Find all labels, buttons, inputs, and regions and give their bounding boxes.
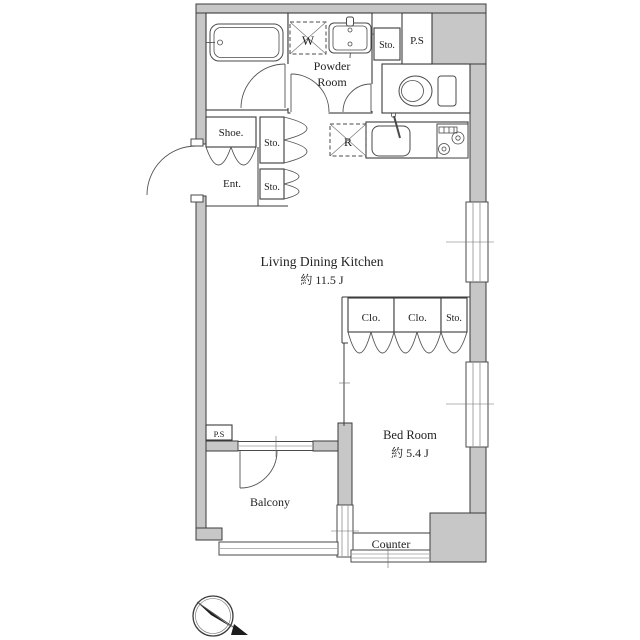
toilet-icon — [399, 76, 456, 106]
counter-label: Counter — [371, 537, 411, 551]
hall-storage-lower-doors — [284, 169, 299, 199]
hall-storage-lower-label: Sto. — [264, 182, 280, 193]
bedroom-storage-label: Sto. — [446, 313, 462, 324]
wall-right-lower — [470, 447, 486, 513]
entrance-door-jamb-bottom — [191, 195, 203, 202]
stove-icon — [437, 124, 468, 158]
powder-entry-opening — [291, 111, 329, 116]
closet-2-doors — [394, 332, 441, 353]
hall-storage-upper-doors — [284, 117, 307, 163]
closet-1-doors — [348, 332, 394, 353]
shoe-label: Shoe. — [218, 127, 244, 139]
wall-top-right-block — [432, 13, 486, 64]
entrance-door-jamb-top — [191, 139, 203, 146]
compass-icon — [193, 596, 248, 636]
wall-bottom-left-foot — [196, 528, 222, 540]
balcony-door — [240, 451, 277, 488]
powder-room-label-2: Room — [317, 75, 347, 89]
wall-bedroom-balcony-pillar — [338, 423, 352, 505]
powder-storage-label: Sto. — [379, 40, 395, 51]
wall-ldk-south-left — [206, 441, 238, 451]
ldk-label: Living Dining Kitchen — [260, 254, 384, 269]
pipe-space-top-label: P.S — [410, 35, 424, 47]
balcony-railing — [219, 542, 338, 555]
bathroom-door-opening — [286, 64, 291, 108]
window-east-lower — [446, 362, 494, 447]
entrance-door — [147, 139, 203, 202]
powder-room-label-1: Powder — [313, 59, 351, 73]
wall-right-middle — [470, 282, 486, 362]
shoe-cabinet-doors — [206, 147, 256, 165]
wall-ldk-south-right — [313, 441, 340, 451]
closet-2-label: Clo. — [408, 312, 427, 324]
kitchen-sink-icon — [372, 113, 410, 156]
wall-bottom-right-block — [430, 513, 486, 562]
toilet-door-opening — [370, 84, 375, 111]
entrance-label: Ent. — [222, 178, 242, 190]
closet-1-label: Clo. — [361, 312, 381, 324]
bedroom-area-label: 約 5.4 J — [391, 446, 429, 460]
washer-label: W — [301, 33, 315, 48]
ldk-area-label: 約 11.5 J — [300, 273, 344, 287]
wall-left-lower — [196, 196, 206, 540]
balcony-label: Balcony — [250, 495, 290, 509]
wall-left-upper — [196, 13, 206, 144]
window-balcony-slider — [238, 436, 313, 457]
bedroom-storage-door — [441, 332, 467, 353]
refrigerator-label: R — [343, 135, 353, 149]
window-east-upper — [446, 202, 494, 282]
hall-storage-upper-label: Sto. — [264, 138, 280, 149]
bedroom-label: Bed Room — [383, 428, 437, 442]
bathtub-icon — [206, 24, 283, 61]
pipe-space-bottom-label: P.S — [213, 429, 225, 439]
wall-right-upper — [470, 64, 486, 202]
wall-top — [196, 4, 486, 13]
